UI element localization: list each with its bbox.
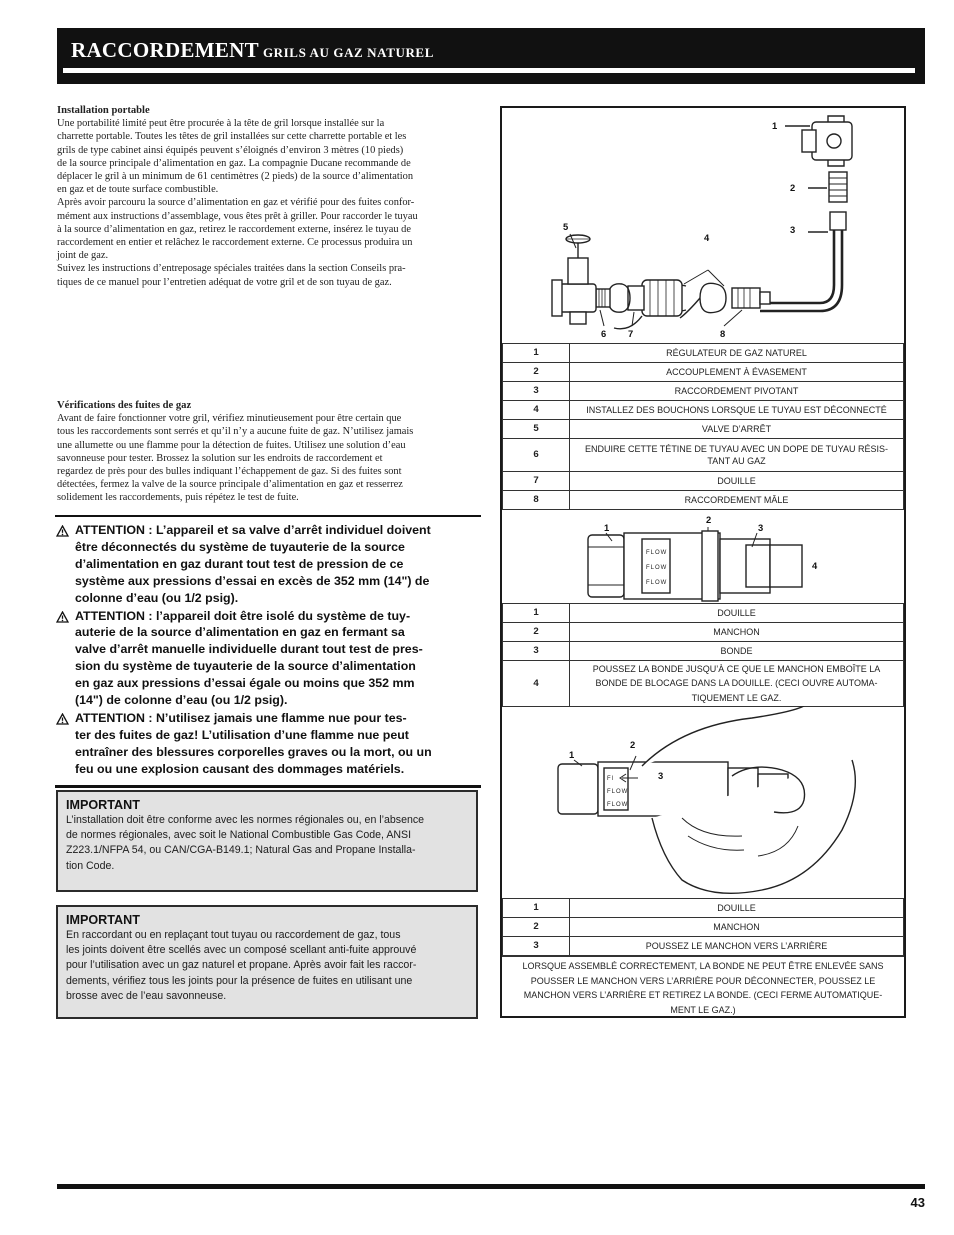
part-label: RACCORDEMENT PIVOTANT <box>570 382 904 401</box>
callout-7: 7 <box>628 328 634 339</box>
important-line: les joints doivent être scellés avec un composé scellant anti-fuite approuvé <box>66 944 417 957</box>
important-text <box>66 813 468 874</box>
parts-table-1 <box>502 343 904 510</box>
part-number: 1 <box>503 899 570 918</box>
table-row <box>503 401 904 420</box>
important-line: tion Code. <box>66 859 115 872</box>
warning-2 <box>55 608 481 709</box>
callout-3: 3 <box>658 770 664 781</box>
title-main: RACCORDEMENT <box>71 38 259 62</box>
warning-line: colonne d’eau (ou 1/2 psig). <box>75 590 239 605</box>
warning-line: d’alimentation en gaz durant tout test de pression de ce <box>75 556 404 571</box>
table-row <box>503 918 904 937</box>
parts-table-2 <box>502 603 904 707</box>
warning-line: ATTENTION : L’appareil et sa valve d’arrêt individuel doivent <box>75 523 431 537</box>
body-line: solidement les raccordements, puis répétez le test de fuite. <box>57 492 299 504</box>
important-heading: IMPORTANT <box>66 913 140 927</box>
table-row <box>503 491 904 510</box>
callout-1: 1 <box>772 120 778 131</box>
table-row <box>503 661 904 707</box>
flow-label: FLOW <box>646 550 668 556</box>
part-label: ACCOUPLEMENT À ÉVASEMENT <box>570 363 904 382</box>
table-row <box>503 604 904 623</box>
warning-line: auterie de la source d’alimentation en gaz en fermant sa <box>75 625 405 640</box>
flow-label: FLOW <box>646 565 668 571</box>
part-label-line: POUSSEZ LA BONDE JUSQU’À CE QUE LE MANCHON EMBOÎTE LA <box>592 663 881 674</box>
part-label: MANCHON <box>570 918 904 937</box>
important-box-1 <box>56 790 478 892</box>
note-line: POUSSER LE MANCHON VERS L’ARRIÈRE POUR DÉCONNECTER, POUSSEZ LE <box>530 975 876 986</box>
warning-line: ter des fuites de gaz! L’utilisation d’une flamme nue peut <box>75 727 409 742</box>
warning-triangle-icon <box>56 611 69 623</box>
installation-portable-heading: Installation portable <box>57 105 150 116</box>
part-number: 2 <box>503 363 570 382</box>
page-number: 43 <box>910 1195 925 1210</box>
body-line: en gaz et de toute surface combustible. <box>57 184 219 196</box>
part-number: 6 <box>503 439 570 472</box>
part-number: 1 <box>503 344 570 363</box>
part-label <box>570 661 904 707</box>
part-number: 7 <box>503 472 570 491</box>
part-label-line: TIQUEMENT LE GAZ. <box>691 692 782 703</box>
warning-line: être déconnectés du système de tuyauterie de la source <box>75 539 405 554</box>
leak-check-heading: Vérifications des fuites de gaz <box>57 400 192 411</box>
body-line: Suivez les instructions d’entreposage spéciales traitées dans la section Conseils pra- <box>57 263 406 275</box>
part-number: 1 <box>503 604 570 623</box>
part-label: BONDE <box>570 642 904 661</box>
part-label <box>570 439 904 472</box>
note-line: LORSQUE ASSEMBLÉ CORRECTEMENT, LA BONDE NE PEUT ÊTRE ENLEVÉE SANS <box>522 961 884 971</box>
part-label-line: ENDUIRE CETTE TÉTINE DE TUYAU AVEC UN DOPE DE TUYAU RÉSIS- <box>584 444 889 454</box>
important-line: pour l’utilisation avec un gaz naturel et propane. Après avoir fait les raccor- <box>66 959 417 972</box>
part-number: 3 <box>503 642 570 661</box>
warning-line: ATTENTION : N’utilisez jamais une flamme nue pour tes- <box>75 710 407 725</box>
part-label: DOUILLE <box>570 899 904 918</box>
table-row <box>503 344 904 363</box>
body-line: Une portabilité limité peut être procurée à la tête de gril lorsque installée sur la <box>57 118 385 130</box>
quick-disconnect-illustration <box>502 511 904 603</box>
footer-rule <box>57 1184 925 1189</box>
table-row <box>503 623 904 642</box>
warning-line: (14") de colonne d’eau (ou 1/2 psig). <box>75 693 288 708</box>
part-label-line: BONDE DE BLOCAGE DANS LA DOUILLE. (CECI OUVRE AUTOMA- <box>595 678 878 689</box>
part-number: 2 <box>503 918 570 937</box>
important-line: de normes régionales, avec soit le National Combustible Gas Code, ANSI <box>66 829 412 842</box>
parts-table-3 <box>502 898 904 956</box>
note-line: MENT LE GAZ.) <box>670 1004 736 1015</box>
table-row <box>503 420 904 439</box>
body-line: mément aux instructions d’assemblage, vous êtes prêt à griller. Pour raccorder le tuyau <box>57 210 418 222</box>
warning-triangle-icon <box>56 713 69 725</box>
disconnect-note <box>502 956 904 1019</box>
hand-pushing-sleeve-illustration <box>502 706 904 898</box>
part-label-line: TANT AU GAZ <box>707 456 766 466</box>
important-line: brosse avec de l’eau savonneuse. <box>66 989 227 1002</box>
warning-3 <box>55 710 481 778</box>
important-line: dements, vérifiez tous les joints pour la présence de fuites en utilisant une <box>66 974 413 987</box>
callout-4: 4 <box>704 232 710 243</box>
title-sub: GRILS AU GAZ NATUREL <box>262 45 434 60</box>
part-number: 4 <box>503 661 570 707</box>
callout-3: 3 <box>790 224 796 235</box>
warning-line: en gaz aux pressions d’essai égale ou moins que 352 mm <box>75 676 415 691</box>
callout-1: 1 <box>569 749 575 760</box>
callout-4: 4 <box>812 560 818 571</box>
table-row <box>503 363 904 382</box>
callout-2: 2 <box>706 514 712 525</box>
page-header <box>57 28 925 84</box>
callout-8: 8 <box>720 328 726 339</box>
part-label: DOUILLE <box>570 604 904 623</box>
part-number: 3 <box>503 937 570 956</box>
important-line: En raccordant ou en replaçant tout tuyau ou raccordement de gaz, tous <box>66 929 401 941</box>
body-line: détectées, fermez la valve de la source principale d’alimentation en gaz et resserrez <box>57 479 403 491</box>
body-line: charrette portable. Toutes les têtes de gril installées sur cette charrette portable et les <box>57 131 407 143</box>
installation-portable-section <box>57 104 483 289</box>
part-number: 5 <box>503 420 570 439</box>
table-row <box>503 937 904 956</box>
callout-5: 5 <box>563 221 569 232</box>
body-line: raccordement en entier et relâchez le raccordement externe. Ce processus produira un <box>57 237 413 249</box>
warning-line: valve d’arrêt manuelle individuelle durant tout test de pres- <box>75 642 423 657</box>
part-label: RACCORDEMENT MÂLE <box>570 491 904 510</box>
flow-label: FLOW <box>607 789 629 795</box>
warning-1 <box>55 522 481 607</box>
warning-line: feu ou une explosion causant des dommages matériels. <box>75 761 405 776</box>
important-box-2 <box>56 905 478 1019</box>
warning-block <box>55 515 481 788</box>
warning-line: système aux pressions d’essai en excès de 352 mm (14") de <box>75 573 430 588</box>
part-label: POUSSEZ LE MANCHON VERS L’ARRIÈRE <box>570 937 904 956</box>
flow-label: FLOW <box>646 580 668 586</box>
table-row <box>503 899 904 918</box>
diagram-frame <box>500 106 906 1018</box>
important-line: L’installation doit être conforme avec les normes régionales ou, en l’absence <box>66 814 425 826</box>
part-number: 3 <box>503 382 570 401</box>
header-rule <box>63 68 915 73</box>
callout-2: 2 <box>630 739 636 750</box>
body-line: à la source d’alimentation en gaz, retirez le raccordement externe, insérez le tuyau de <box>57 223 411 235</box>
table-row <box>503 439 904 472</box>
callout-2: 2 <box>790 182 796 193</box>
body-line: savonneuse pour tester. Brossez la solution sur les endroits de raccordement et <box>57 452 383 464</box>
body-line: déplacer le gril à un minimum de 61 centimètres (2 pieds) de la source d’alimentation <box>57 171 414 183</box>
table-row <box>503 472 904 491</box>
warning-line: entraîner des blessures corporelles graves ou la mort, ou un <box>75 744 432 759</box>
body-line: tous les raccordements sont serrés et qu’il n’y a aucune fuite de gaz. N’utilisez jamais <box>57 426 414 438</box>
part-number: 4 <box>503 401 570 420</box>
important-text <box>66 928 468 1004</box>
body-line: de la source principale d’alimentation en gaz. La compagnie Ducane recommande de <box>57 157 411 169</box>
table-row <box>503 382 904 401</box>
callout-6: 6 <box>601 328 607 339</box>
warning-triangle-icon <box>56 525 69 537</box>
important-line: Z223.1/NFPA 54, ou CAN/CGA-B149.1; Natural Gas and Propane Installa- <box>66 844 416 857</box>
part-number: 2 <box>503 623 570 642</box>
body-line: regardez de près pour des bulles indiquant l’échappement de gaz. Si des fuites sont <box>57 466 402 478</box>
body-line: Après avoir parcouru la source d’alimentation en gaz et vérifié pour des fuites confor- <box>57 197 415 209</box>
body-line: grils de type cabinet ainsi équipés peuvent s’éloignés d’environ 3 mètres (10 pieds) <box>57 144 404 156</box>
body-line: joint de gaz. <box>57 250 109 262</box>
leak-check-section <box>57 399 483 505</box>
body-line: Avant de faire fonctionner votre gril, vérifiez minutieusement pour être certain que <box>57 413 402 425</box>
flow-label: FLOW <box>607 802 629 808</box>
page-title <box>71 38 434 63</box>
table-row <box>503 642 904 661</box>
callout-1: 1 <box>604 522 610 533</box>
part-label: MANCHON <box>570 623 904 642</box>
important-heading: IMPORTANT <box>66 798 140 812</box>
part-label: DOUILLE <box>570 472 904 491</box>
note-line: MANCHON VERS L’ARRIÈRE ET RETIREZ LA BONDE. (CECI FERME AUTOMATIQUE- <box>523 990 883 1001</box>
flow-label: Fl <box>607 776 614 782</box>
part-label: RÉGULATEUR DE GAZ NATUREL <box>570 344 904 363</box>
body-line: tiques de ce manuel pour l’entretien adéquat de votre gril et de son tuyau de gaz. <box>57 276 392 288</box>
warning-line: sion du système de tuyauterie de la source d’alimentation <box>75 659 416 674</box>
part-label: INSTALLEZ DES BOUCHONS LORSQUE LE TUYAU EST DÉCONNECTÉ <box>570 401 904 420</box>
callout-3: 3 <box>758 522 764 533</box>
part-number: 8 <box>503 491 570 510</box>
part-label: VALVE D’ARRÊT <box>570 420 904 439</box>
warning-line: ATTENTION : l’appareil doit être isolé du système de tuy- <box>75 608 411 623</box>
body-line: une allumette ou une flamme pour la détection de fuites. Utilisez une solution d’eau <box>57 439 406 451</box>
